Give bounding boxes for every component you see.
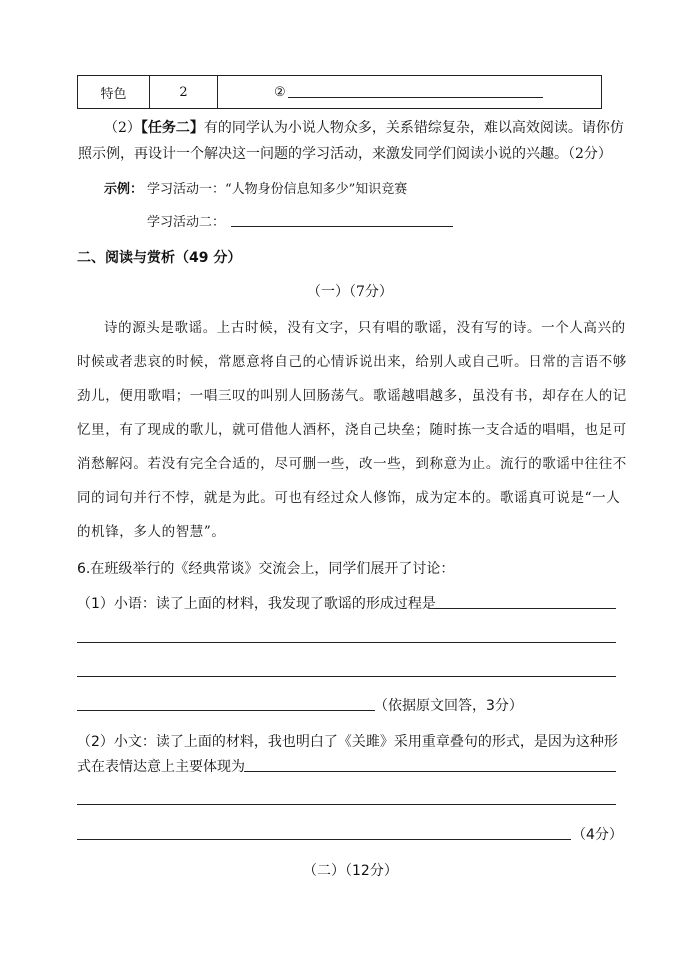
answer-line[interactable] [77, 710, 375, 711]
task2-number: （2） [104, 120, 141, 136]
feature-table-row [77, 75, 602, 109]
answer-blank[interactable] [288, 87, 543, 98]
part2-title: （二）（12分） [303, 863, 398, 879]
table-cell-answer [218, 76, 601, 108]
q6-sub2-note: （4分） [572, 827, 623, 843]
part1-title: （一）（7分） [307, 284, 393, 300]
example-line [104, 178, 407, 197]
table-cell-number: 2 [150, 76, 218, 108]
answer-line[interactable] [434, 608, 616, 609]
task2-line2: 照示例，再设计一个解决这一问题的学习活动，来激发同学们阅读小说的兴趣。（2分） [78, 146, 612, 162]
example-label: 示例： [104, 182, 144, 197]
answer-line[interactable] [77, 804, 616, 805]
passage-line: 时候或者悲哀的时候，常愿意将自己的心情诉说出来，给别人或自己听。日常的言语不够 [77, 354, 627, 370]
activity2-blank[interactable] [231, 226, 453, 227]
q6-sub2-line1: （2）小文：读了上面的材料，我也明白了《关雎》采用重章叠句的形式，是因为这种形 [77, 734, 618, 750]
passage-line: 劲儿，便用歌唱；一唱三叹的叫别人回肠荡气。歌谣越唱越多，虽没有书，却存在人的记 [77, 388, 627, 404]
passage-line: 消愁解闷。若没有完全合适的，尽可删一些，改一些，到称意为止。流行的歌谣中往往不 [77, 456, 627, 472]
passage-line: 诗的源头是歌谣。上古时候，没有文字，只有唱的歌谣，没有写的诗。一个人高兴的 [104, 320, 626, 336]
answer-line[interactable] [77, 676, 616, 677]
task2-line1 [104, 117, 624, 137]
q6-sub1: （1）小语：读了上面的材料，我发现了歌谣的形成过程是 [77, 596, 436, 612]
passage-line: 同的词句并行不悖，就是为此。可也有经过众人修饰，成为定本的。歌谣真可说是“一人 [77, 490, 621, 506]
answer-line[interactable] [77, 839, 571, 840]
task2-tag: 【任务二】 [140, 120, 204, 136]
answer-line[interactable] [244, 771, 616, 772]
q6-sub2-line2: 式在表情达意上主要体现为 [77, 759, 245, 775]
table-cell-feature: 特色 [78, 76, 150, 108]
q6-sub1-note: （依据原文回答，3分） [374, 698, 523, 714]
example-text: 学习活动一：“人物身份信息知多少”知识竞赛 [147, 182, 408, 197]
answer-marker: ② [274, 84, 286, 100]
passage-line: 的机锋，多人的智慧”。 [77, 524, 226, 540]
passage-line: 忆里，有了现成的歌儿，就可借他人酒杯，浇自己块垒；随时拣一支合适的唱唱，也足可 [77, 422, 627, 438]
section-heading: 二、阅读与赏析（49 分） [77, 250, 242, 266]
activity2-label: 学习活动二： [147, 215, 226, 230]
question-6-stem: 6.在班级举行的《经典常谈》交流会上，同学们展开了讨论： [77, 561, 455, 577]
task2-text: 有的同学认为小说人物众多，关系错综复杂，难以高效阅读。请你仿 [203, 120, 624, 136]
answer-line[interactable] [77, 642, 616, 643]
